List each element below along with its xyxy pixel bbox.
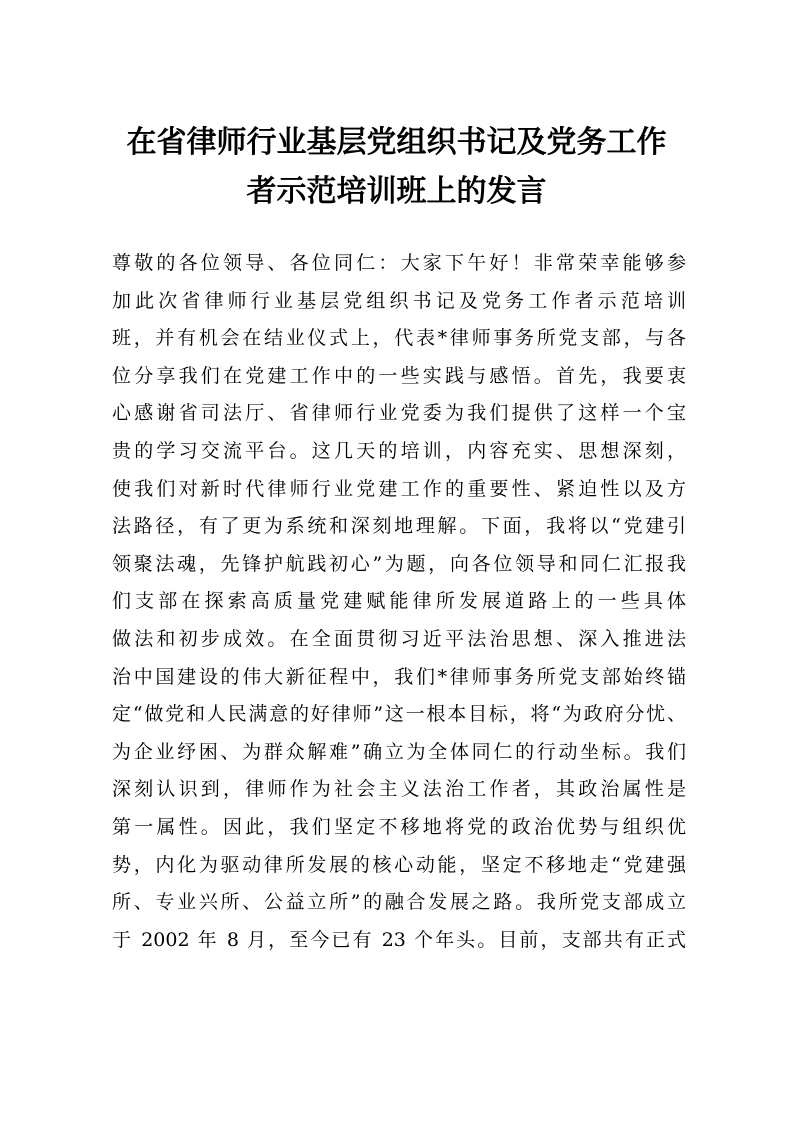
body-line: 深刻认识到，律师作为社会主义法治工作者，其政治属性是 bbox=[112, 778, 686, 801]
body-line: 加此次省律师行业基层党组织书记及党务工作者示范培训 bbox=[112, 289, 686, 312]
body-line: 为企业纾困、为群众解难”确立为全体同仁的行动坐标。我们 bbox=[112, 740, 686, 763]
body-line: 位分享我们在党建工作中的一些实践与感悟。首先，我要衷 bbox=[112, 364, 686, 387]
body-line: 班，并有机会在结业仪式上，代表*律师事务所党支部，与各 bbox=[112, 327, 686, 350]
body-line: 于 2002 年 8 月，至今已有 23 个年头。目前，支部共有正式 bbox=[112, 928, 686, 951]
document-title-line-2: 者示范培训班上的发言 bbox=[246, 174, 547, 209]
body-line: 贵的学习交流平台。这几天的培训，内容充实、思想深刻， bbox=[112, 439, 686, 462]
body-line: 尊敬的各位领导、各位同仁：大家下午好！非常荣幸能够参 bbox=[112, 252, 686, 274]
body-line: 所、专业兴所、公益立所”的融合发展之路。我所党支部成立 bbox=[112, 891, 686, 914]
body-line: 心感谢省司法厅、省律师行业党委为我们提供了这样一个宝 bbox=[112, 402, 686, 425]
document-title-line-1: 在省律师行业基层党组织书记及党务工作 bbox=[126, 125, 667, 160]
body-line: 领聚法魂，先锋护航践初心”为题，向各位领导和同仁汇报我 bbox=[112, 552, 686, 575]
body-line: 势，内化为驱动律所发展的核心动能，坚定不移地走“党建强 bbox=[112, 853, 686, 876]
body-line: 治中国建设的伟大新征程中，我们*律师事务所党支部始终锚 bbox=[112, 665, 686, 688]
body-line: 第一属性。因此，我们坚定不移地将党的政治优势与组织优 bbox=[112, 815, 686, 838]
body-line: 做法和初步成效。在全面贯彻习近平法治思想、深入推进法 bbox=[112, 627, 686, 650]
body-line: 使我们对新时代律师行业党建工作的重要性、紧迫性以及方 bbox=[112, 477, 686, 500]
body-paragraph bbox=[112, 245, 686, 959]
body-line: 定“做党和人民满意的好律师”这一根本目标，将“为政府分忧、 bbox=[112, 703, 686, 726]
body-line: 们支部在探索高质量党建赋能律所发展道路上的一些具体 bbox=[112, 590, 686, 613]
body-line: 法路径，有了更为系统和深刻地理解。下面，我将以“党建引 bbox=[112, 515, 686, 538]
